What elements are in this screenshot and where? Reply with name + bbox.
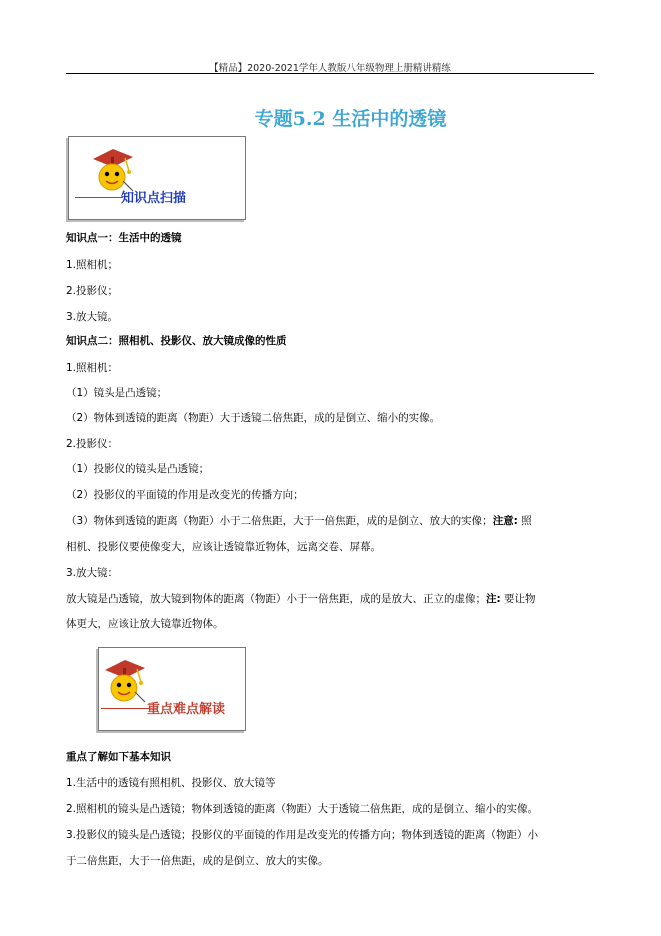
note-label: 注意: <box>492 515 518 527</box>
projector-item-2: （2）投影仪的平面镜的作用是改变光的传播方向； <box>66 489 304 501</box>
section1-heading: 知识点一：生活中的透镜 <box>66 232 182 244</box>
projector-title: 2.投影仪： <box>66 438 119 450</box>
camera-title: 1.照相机： <box>66 362 119 374</box>
section1-item: 2.投影仪； <box>66 285 119 297</box>
magnifier-text <box>66 592 536 606</box>
banner-label: 重点难点解读 <box>147 702 226 717</box>
section3-heading: 重点了解如下基本知识 <box>66 751 171 763</box>
magnifier-text-a: 放大镜是凸透镜，放大镜到物体的距离（物距）小于一倍焦距，成的是放大、正立的虚像； <box>66 593 486 605</box>
projector-item-3-cont: 相机、投影仪要使像变大，应该让透镜靠近物体，远离交卷、屏幕。 <box>66 541 381 553</box>
header-rule <box>66 73 594 74</box>
mascot-icon <box>99 656 149 706</box>
banner-underline <box>101 708 149 709</box>
section1-item: 3.放大镜。 <box>66 311 119 323</box>
banner-underline <box>75 197 123 198</box>
section3-item-2: 2.照相机的镜头是凸透镜；物体到透镜的距离（物距）大于透镜二倍焦距，成的是倒立、缩小的实像。 <box>66 803 539 815</box>
projector-item-3-text: （3）物体到透镜的距离（物距）小于二倍焦距，大于一倍焦距，成的是倒立、放大的实像； <box>66 515 493 527</box>
page-header: 【精品】2020-2021学年人教版八年级物理上册精讲精练 <box>209 63 451 74</box>
note-label: 注: <box>486 593 501 605</box>
knowledge-scan-banner <box>68 136 246 220</box>
key-points-banner <box>98 647 246 731</box>
camera-item-1: （1）镜头是凸透镜； <box>66 387 168 399</box>
section3-item-3-cont: 于二倍焦距，大于一倍焦距，成的是倒立、放大的实像。 <box>66 855 329 867</box>
banner-label: 知识点扫描 <box>121 191 187 206</box>
projector-item-3-tail: 照 <box>517 515 532 527</box>
projector-item-1: （1）投影仪的镜头是凸透镜； <box>66 463 210 475</box>
magnifier-title: 3.放大镜： <box>66 567 119 579</box>
page-title: 专题5.2 生活中的透镜 <box>254 108 447 130</box>
magnifier-text-b: 要让物 <box>500 593 536 605</box>
projector-item-3 <box>66 514 532 528</box>
magnifier-text-cont: 体更大，应该让放大镜靠近物体。 <box>66 618 224 630</box>
section3-item-1: 1.生活中的透镜有照相机、投影仪、放大镜等 <box>66 777 276 789</box>
camera-item-2: （2）物体到透镜的距离（物距）大于透镜二倍焦距，成的是倒立、缩小的实像。 <box>66 412 441 424</box>
section2-heading: 知识点二：照相机、投影仪、放大镜成像的性质 <box>66 335 287 347</box>
section3-item-3: 3.投影仪的镜头是凸透镜；投影仪的平面镜的作用是改变光的传播方向；物体到透镜的距离（物距）小 <box>66 829 539 841</box>
section1-item: 1.照相机； <box>66 259 119 271</box>
